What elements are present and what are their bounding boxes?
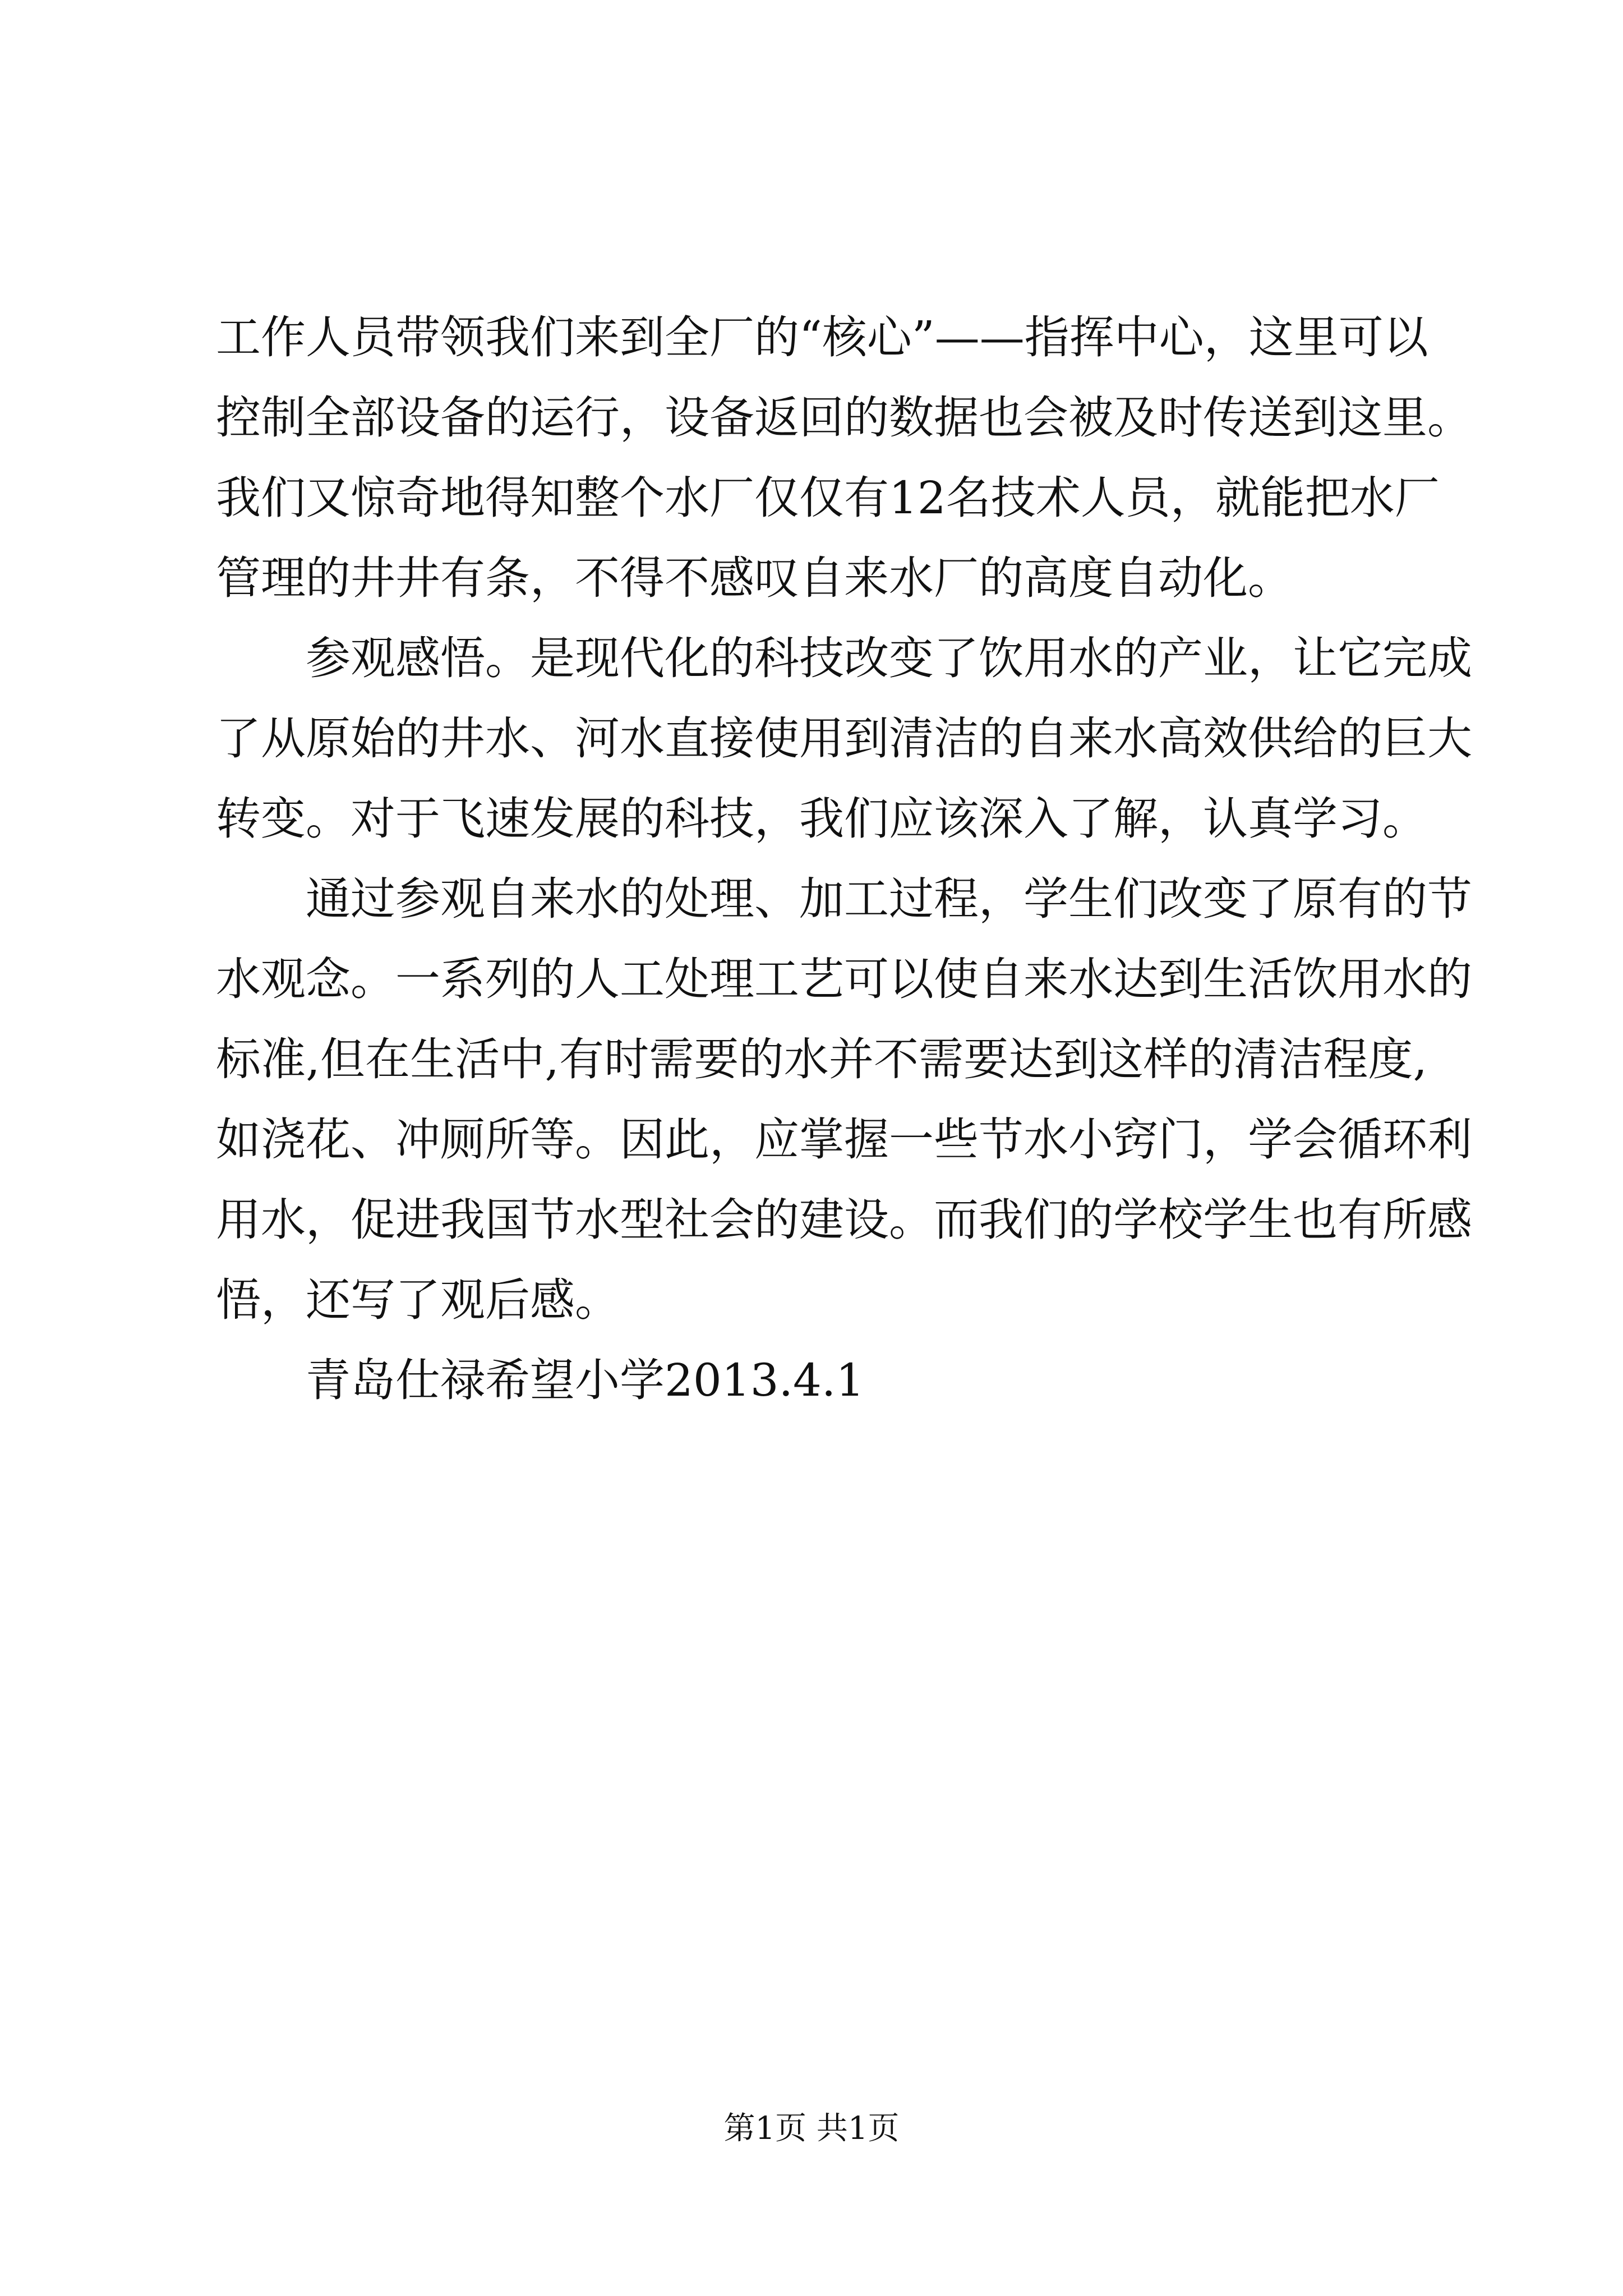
text-line: 如浇花、冲厕所等。因此，应掌握一些节水小窍门，学会循环利 [216,1114,1472,1166]
document-body [216,297,1472,1420]
paragraph-command-center [216,297,1472,618]
text-line: 了从原始的井水、河水直接使用到清洁的自来水高效供给的巨大 [216,712,1472,765]
text-line: 我们又惊奇地得知整个水厂仅仅有12名技术人员，就能把水厂 [216,472,1440,524]
text-line: 管理的井井有条，不得不感叹自来水厂的高度自动化。 [216,552,1293,604]
text-line: 工作人员带领我们来到全厂的“核心”——指挥中心，这里可以 [216,311,1428,364]
paragraph-visit-reflection [216,618,1472,859]
text-line: 控制全部设备的运行，设备返回的数据也会被及时传送到这里。 [216,392,1472,444]
text-line: 转变。对于飞速发展的科技，我们应该深入了解，认真学习。 [216,793,1427,845]
text-line: 通过参观自来水的处理、加工过程，学生们改变了原有的节 [306,873,1472,925]
school-signature-date: 青岛仕禄希望小学2013.4.1 [306,1354,865,1406]
page-number-footer: 第1页 共1页 [723,2110,900,2147]
text-line: 水观念。一系列的人工处理工艺可以使自来水达到生活饮用水的 [216,953,1472,1005]
text-line: 悟，还写了观后感。 [216,1274,620,1326]
text-line: 用水，促进我国节水型社会的建设。而我们的学校学生也有所感 [216,1194,1472,1246]
text-line: 参观感悟。是现代化的科技改变了饮用水的产业，让它完成 [306,632,1472,684]
paragraph-water-saving [216,859,1472,1340]
signature-paragraph [216,1340,1427,1420]
text-line: 标准,但在生活中,有时需要的水并不需要达到这样的清洁程度, [216,1033,1427,1085]
